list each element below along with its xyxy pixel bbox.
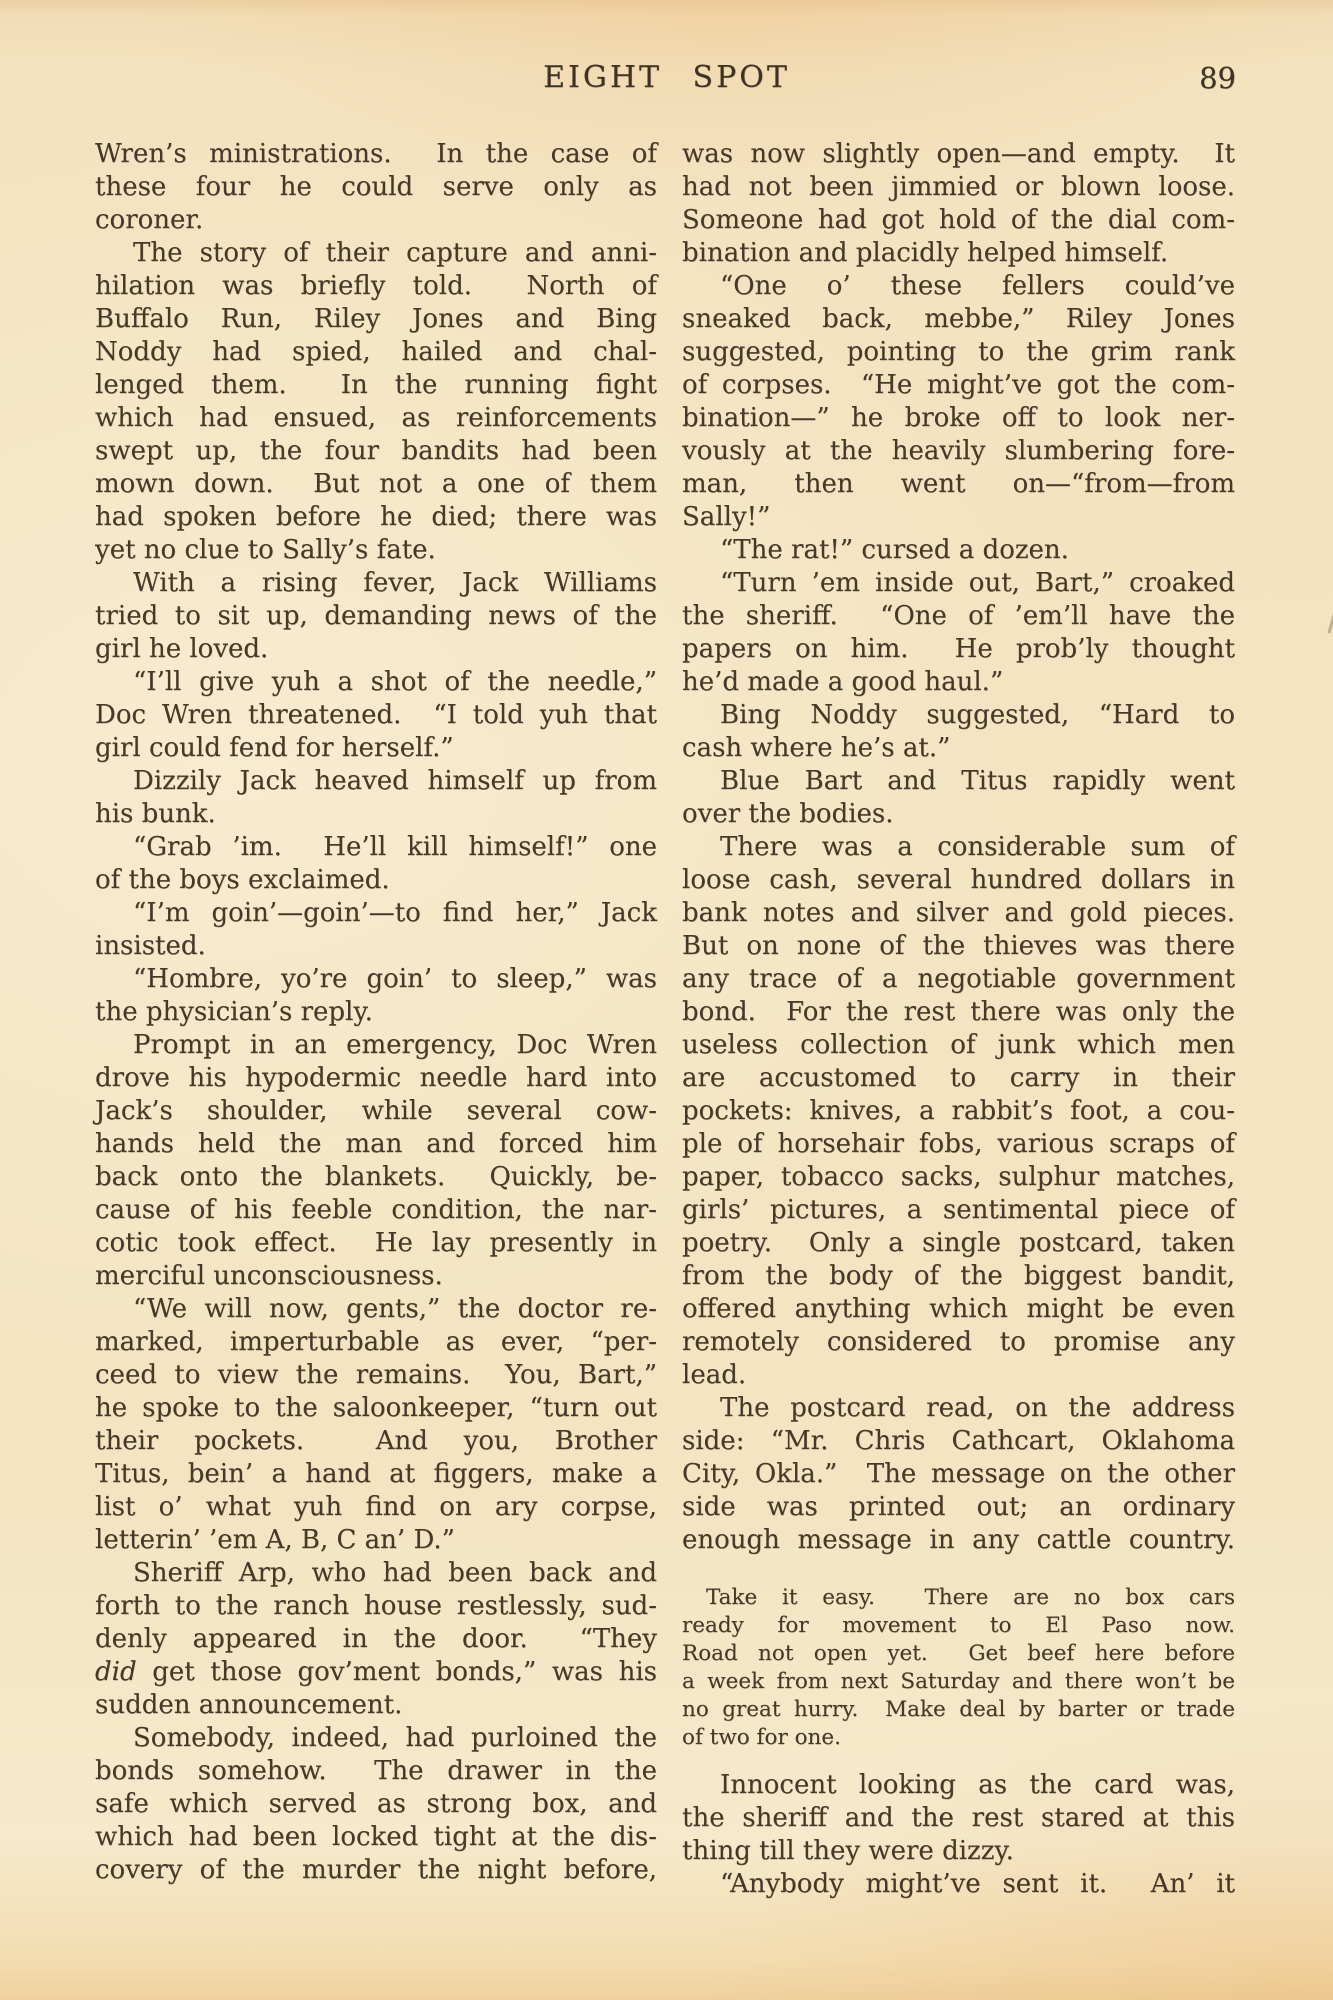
text-line: girl could fend for herself.” [95,733,454,763]
text-line: papers on him. He prob’ly thought [682,634,1235,664]
text-line: pockets: knives, a rabbit’s foot, a cou- [682,1096,1235,1126]
text-line: forth to the ranch house restlessly, sud- [95,1591,657,1621]
text-line: suggested, pointing to the grim rank [682,337,1235,367]
text-line: bond. For the rest there was only the [682,997,1235,1027]
text-line: yet no clue to Sally’s fate. [95,535,436,565]
text-line: cash where he’s at.” [682,733,951,763]
text-line: Sally!” [682,502,771,532]
text-line: merciful unconsciousness. [95,1261,443,1291]
text-line: their pockets. And you, Brother [95,1426,657,1456]
paragraph [682,699,1235,765]
text-column-left [95,138,657,1887]
text-line: poetry. Only a single postcard, taken [682,1228,1235,1258]
text-line: insisted. [95,931,206,961]
text-line: he’d made a good haul.” [682,667,1004,697]
text-line: cotic took effect. He lay presently in [95,1228,657,1258]
text-line: coroner. [95,205,204,235]
text-line: tried to sit up, demanding news of the [95,601,657,631]
paragraph [95,1293,657,1557]
running-header [0,60,1333,104]
text-line: “Turn ’em inside out, Bart,” croaked [720,568,1235,598]
text-line: Doc Wren threatened. “I told yuh that [95,700,657,730]
text-line: bination—” he broke off to look ner- [682,403,1235,433]
paragraph [95,831,657,897]
text-line: Wren’s ministrations. In the case of [95,139,657,169]
page-title: EIGHT SPOT [543,60,790,95]
paragraph [95,138,657,237]
text-line: no great hurry. Make deal by barter or trade [682,1697,1235,1722]
text-line: Titus, bein’ a hand at figgers, make a [95,1459,657,1489]
text-line: of corpses. “He might’ve got the com- [682,370,1235,400]
text-column-right [682,138,1235,1901]
text-line: Bing Noddy suggested, “Hard to [720,700,1235,730]
text-line: Dizzily Jack heaved himself up from [133,766,657,796]
text-line: hilation was briefly told. North of [95,271,657,301]
text-line: drove his hypodermic needle hard into [95,1063,657,1093]
page-edge-mark [1327,600,1333,634]
text-line: Take it easy. There are no box cars [706,1585,1235,1610]
text-line: the sheriff and the rest stared at this [682,1803,1235,1833]
paragraph [682,534,1235,567]
text-line: “We will now, gents,” the doctor re- [133,1294,657,1324]
text-line: lead. [682,1360,747,1390]
text-line: had not been jimmied or blown loose. [682,172,1235,202]
text-line: covery of the murder the night before, [95,1855,657,1885]
text-line: the sheriff. “One of ’em’ll have the [682,601,1235,631]
text-line: City, Okla.” The message on the other [682,1459,1235,1489]
text-line: “The rat!” cursed a dozen. [720,535,1069,565]
text-line: man, then went on—“from—from [682,469,1235,499]
paragraph [95,1029,657,1293]
text-line: enough message in any cattle country. [682,1525,1235,1555]
paragraph [95,1722,657,1887]
text-line: girl he loved. [95,634,269,664]
text-line: denly appeared in the door. “They [95,1624,657,1654]
text-line: a week from next Saturday and there won’t be [682,1669,1235,1694]
text-line: Noddy had spied, hailed and chal- [95,337,657,367]
text-line: hands held the man and forced him [95,1129,657,1159]
paragraph [95,765,657,831]
text-line: which had been locked tight at the dis- [95,1822,657,1852]
text-line: marked, imperturbable as ever, “per- [95,1327,657,1357]
text-line: Road not open yet. Get beef here before [682,1641,1235,1666]
paragraph [95,666,657,765]
text-line: cause of his feeble condition, the nar- [95,1195,657,1225]
text-line: Innocent looking as the card was, [720,1770,1235,1800]
text-line: “Anybody might’ve sent it. An’ it [720,1869,1235,1899]
text-line: mown down. But not a one of them [95,469,657,499]
text-line: Blue Bart and Titus rapidly went [720,766,1235,796]
text-line: lenged them. In the running fight [95,370,657,400]
text-line: Somebody, indeed, had purloined the [133,1723,657,1753]
text-line: bination and placidly helped himself. [682,238,1169,268]
text-line: side was printed out; an ordinary [682,1492,1235,1522]
text-line: from the body of the biggest bandit, [682,1261,1235,1291]
text-line: remotely considered to promise any [682,1327,1235,1357]
paragraph [682,138,1235,270]
text-line: “Grab ’im. He’ll kill himself!” one [133,832,657,862]
text-line: vously at the heavily slumbering fore- [682,436,1235,466]
paragraph [682,1769,1235,1868]
text-line: swept up, the four bandits had been [95,436,657,466]
paragraph [95,963,657,1029]
text-line: ready for movement to El Paso now. [682,1613,1235,1638]
text-line: these four he could serve only as [95,172,657,202]
text-line: sudden announcement. [95,1690,403,1720]
paragraph [95,567,657,666]
text-line: thing till they were dizzy. [682,1836,1014,1866]
text-line: which had ensued, as reinforcements [95,403,657,433]
text-line: safe which served as strong box, and [95,1789,657,1819]
paragraph [682,831,1235,1392]
text-line: had spoken before he died; there was [95,502,657,532]
paragraph [682,1868,1235,1901]
text-line: he spoke to the saloonkeeper, “turn out [95,1393,657,1423]
text-line: offered anything which might be even [682,1294,1235,1324]
text-line: the physician’s reply. [95,997,373,1027]
paragraph [95,897,657,963]
text-line: ceed to view the remains. You, Bart,” [95,1360,657,1390]
text-line: “I’m goin’—goin’—to find her,” Jack [133,898,657,928]
text-line: letterin’ ’em A, B, C an’ D.” [95,1525,455,1555]
text-line: “One o’ these fellers could’ve [720,271,1235,301]
text-line: But on none of the thieves was there [682,931,1235,961]
text-line: any trace of a negotiable government [682,964,1235,994]
text-line: Someone had got hold of the dial com- [682,205,1235,235]
text-line: girls’ pictures, a sentimental piece of [682,1195,1235,1225]
text-line: Jack’s shoulder, while several cow- [95,1096,657,1126]
text-line: bank notes and silver and gold pieces. [682,898,1235,928]
paragraph [682,765,1235,831]
text-line: Buffalo Run, Riley Jones and Bing [95,304,657,334]
text-line: did get those gov’ment bonds,” was his [95,1657,657,1687]
paragraph [95,237,657,567]
paragraph [95,1557,657,1722]
postcard-message-block [682,1584,1235,1752]
text-line: was now slightly open—and empty. It [682,139,1235,169]
text-line: Sheriff Arp, who had been back and [133,1558,657,1588]
text-line: The story of their capture and anni- [133,238,657,268]
text-line: back onto the blankets. Quickly, be- [95,1162,657,1192]
text-line: his bunk. [95,799,216,829]
paragraph [682,1392,1235,1557]
text-line: With a rising fever, Jack Williams [133,568,657,598]
text-line: list o’ what yuh find on ary corpse, [95,1492,657,1522]
text-line: over the bodies. [682,799,894,829]
text-line: are accustomed to carry in their [682,1063,1235,1093]
text-line: “Hombre, yo’re goin’ to sleep,” was [133,964,657,994]
text-line: loose cash, several hundred dollars in [682,865,1235,895]
text-line: useless collection of junk which men [682,1030,1235,1060]
page-number: 89 [1199,61,1236,95]
text-line: The postcard read, on the address [720,1393,1235,1423]
paragraph [682,567,1235,699]
text-line: paper, tobacco sacks, sulphur matches, [682,1162,1235,1192]
paragraph [682,270,1235,534]
text-line: of two for one. [682,1725,841,1750]
text-line: sneaked back, mebbe,” Riley Jones [682,304,1235,334]
text-line: Prompt in an emergency, Doc Wren [133,1030,657,1060]
text-line: side: “Mr. Chris Cathcart, Oklahoma [682,1426,1235,1456]
text-line: There was a considerable sum of [720,832,1235,862]
text-line: “I’ll give yuh a shot of the needle,” [133,667,657,697]
text-line: ple of horsehair fobs, various scraps of [682,1129,1235,1159]
text-line: bonds somehow. The drawer in the [95,1756,657,1786]
text-line: of the boys exclaimed. [95,865,390,895]
